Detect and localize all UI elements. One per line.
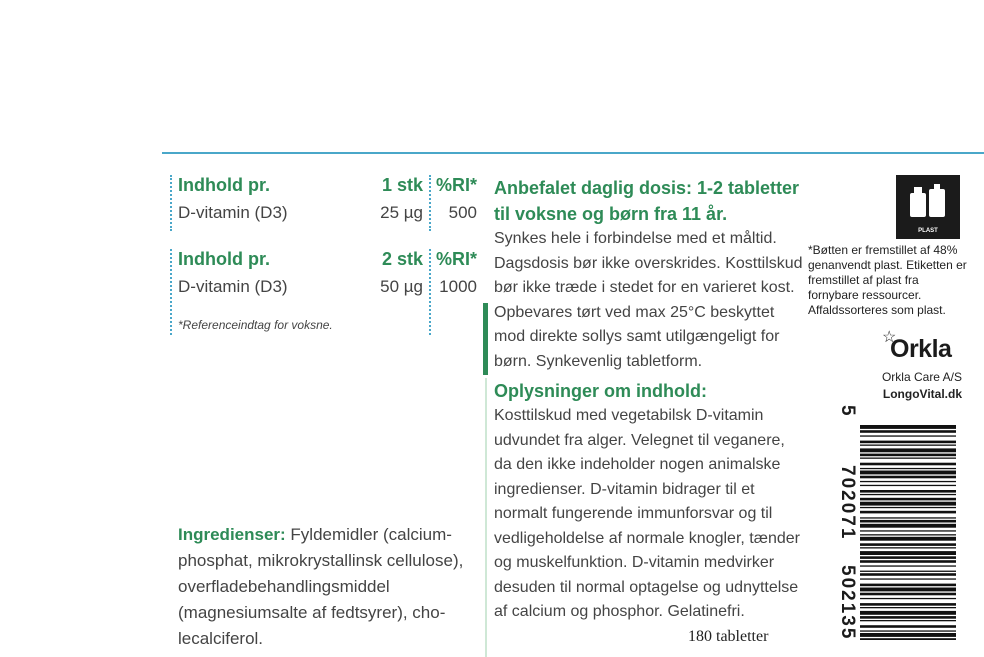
barcode-digit-group: 502135 — [837, 565, 858, 641]
barcode-bar — [860, 476, 956, 479]
accent-bar — [483, 303, 488, 375]
plastic-recycling-icon — [896, 175, 960, 239]
barcode-bar — [860, 616, 956, 619]
info-section — [494, 175, 804, 625]
ingredients-label: Ingredienser: — [178, 525, 286, 544]
ingredients — [178, 522, 478, 652]
recycle-label: PLAST — [918, 228, 938, 234]
nutrient-name: D-vitamin (D3) — [178, 203, 288, 222]
tablet-count: 180 tabletter — [688, 628, 769, 645]
barcode-bar — [860, 463, 956, 466]
nutrient-ri: 1000 — [439, 277, 477, 296]
dosage-text: Synkes hele i forbindelse med et måltid. Dagsdosis bør ikke overskrides. Kosttilskud bør ikke træde i stedet for en varieret kost. Opbevares tørt ved max 25°C beskyttet mod direkte sollys samt utilgængeligt for børn. Synkevenlig tabletform. — [494, 230, 803, 370]
barcode-bar — [860, 507, 956, 508]
barcode-bar — [860, 630, 956, 631]
dosage-heading: Anbefalet daglig dosis: 1-2 tabletter til voksne og børn fra 11 år. — [494, 178, 800, 224]
barcode-bar — [860, 517, 956, 518]
barcode-bar — [860, 441, 956, 444]
content-heading: Oplysninger om indhold: — [494, 381, 707, 401]
divider — [429, 175, 431, 231]
barcode-bar — [860, 530, 956, 531]
table-header-label: Indhold pr. — [178, 175, 270, 195]
nutrient-name: D-vitamin (D3) — [178, 277, 288, 296]
barcode-bar — [860, 425, 956, 429]
barcode-bar — [860, 520, 956, 523]
barcode-bar — [860, 611, 956, 615]
website: LongoVital.dk — [882, 387, 962, 401]
barcode-bar — [860, 607, 956, 608]
barcode-bar — [860, 534, 956, 535]
table-header-ri: %RI* — [435, 249, 477, 269]
barcode-bar — [860, 494, 956, 495]
barcode-bar — [860, 543, 956, 546]
nutrition-table-1 — [170, 175, 480, 237]
nutrient-ri: 500 — [448, 203, 477, 222]
brand-logo — [882, 329, 952, 364]
table-header-label: Indhold pr. — [178, 249, 270, 269]
barcode-bar — [860, 537, 956, 541]
barcode-bar — [860, 524, 956, 528]
barcode-bar — [860, 598, 956, 599]
nutrient-amount: 25 µg — [380, 203, 423, 222]
content-text: Kosttilskud med vegetabilsk D-vitamin udvundet fra alger. Velegnet til veganere, da den ikke indeholder nogen animalske ingredienser. D-vitamin bidrager til et normalt fungerende immunforsvar og til vedligeholdelse af normale knogler, tænder og muskelfunktion. D-vitamin medvirker desuden til normal optagelse og udnyttelse af calcium og phosphor. Gelatinefri. — [494, 407, 800, 620]
barcode-bar — [860, 485, 956, 486]
barcode-bar — [860, 511, 956, 514]
barcode-bar — [860, 603, 956, 606]
barcode-bar — [860, 498, 956, 501]
barcode-bar — [860, 458, 956, 459]
barcode-bar — [860, 560, 956, 563]
barcode-bar — [860, 471, 956, 475]
barcode-bar — [860, 435, 956, 436]
barcode-bar — [860, 430, 956, 433]
divider — [170, 249, 172, 335]
brand-name: Orkla — [890, 335, 952, 363]
table-header-amount: 1 stk — [381, 175, 423, 195]
barcode-bar — [860, 571, 956, 572]
plastic-note: *Bøtten er fremstillet af 48% genanvendt plast. Etiketten er fremstillet af plast fra fornybare ressourcer. Affaldssorteres som plast. — [808, 243, 967, 317]
star-icon: ☆ — [882, 329, 896, 346]
barcode-bar — [860, 448, 956, 452]
barcode-digits — [838, 405, 858, 643]
nutrient-amount: 50 µg — [380, 277, 423, 296]
barcode-bar — [860, 588, 956, 592]
barcode-bar — [860, 547, 956, 548]
barcode-bar — [860, 565, 956, 566]
barcode-bar — [860, 625, 956, 628]
barcode-bar — [860, 633, 956, 637]
nutrition-section — [170, 175, 480, 332]
table-header-amount: 2 stk — [381, 249, 423, 269]
reference-note: *Referenceindtag for voksne. — [178, 318, 333, 332]
barcode-bar — [860, 481, 956, 482]
barcode-bar — [860, 502, 956, 506]
table-header-ri: %RI* — [435, 175, 477, 195]
company-name: Orkla Care A/S — [881, 370, 962, 384]
accent-line — [485, 378, 487, 657]
barcode-bar — [860, 638, 956, 640]
barcode-bar — [860, 468, 956, 469]
barcode-bar — [860, 490, 956, 493]
barcode-bar — [860, 551, 956, 555]
barcode-bar — [860, 573, 956, 576]
barcode-bar — [860, 578, 956, 579]
barcode-bar — [860, 454, 956, 457]
barcode-bar — [860, 556, 956, 559]
top-rule — [162, 152, 984, 154]
divider — [170, 175, 172, 231]
barcode-digit-group: 702071 — [837, 465, 858, 541]
divider — [429, 249, 431, 335]
barcode-bar — [860, 445, 956, 446]
barcode-bar — [860, 593, 956, 596]
ingredients-text: Fyldemidler (calciumphosphat, mikrokrystallinsk cellulose), overfladebehandlingsmiddel (magnesiumsalte af fedtsyrer), cholecalciferol. — [178, 525, 464, 648]
barcode — [860, 425, 956, 640]
nutrition-table-2 — [170, 249, 480, 311]
barcode-digit-group: 5 — [837, 405, 858, 416]
barcode-bar — [860, 620, 956, 621]
barcode-bar — [860, 584, 956, 587]
